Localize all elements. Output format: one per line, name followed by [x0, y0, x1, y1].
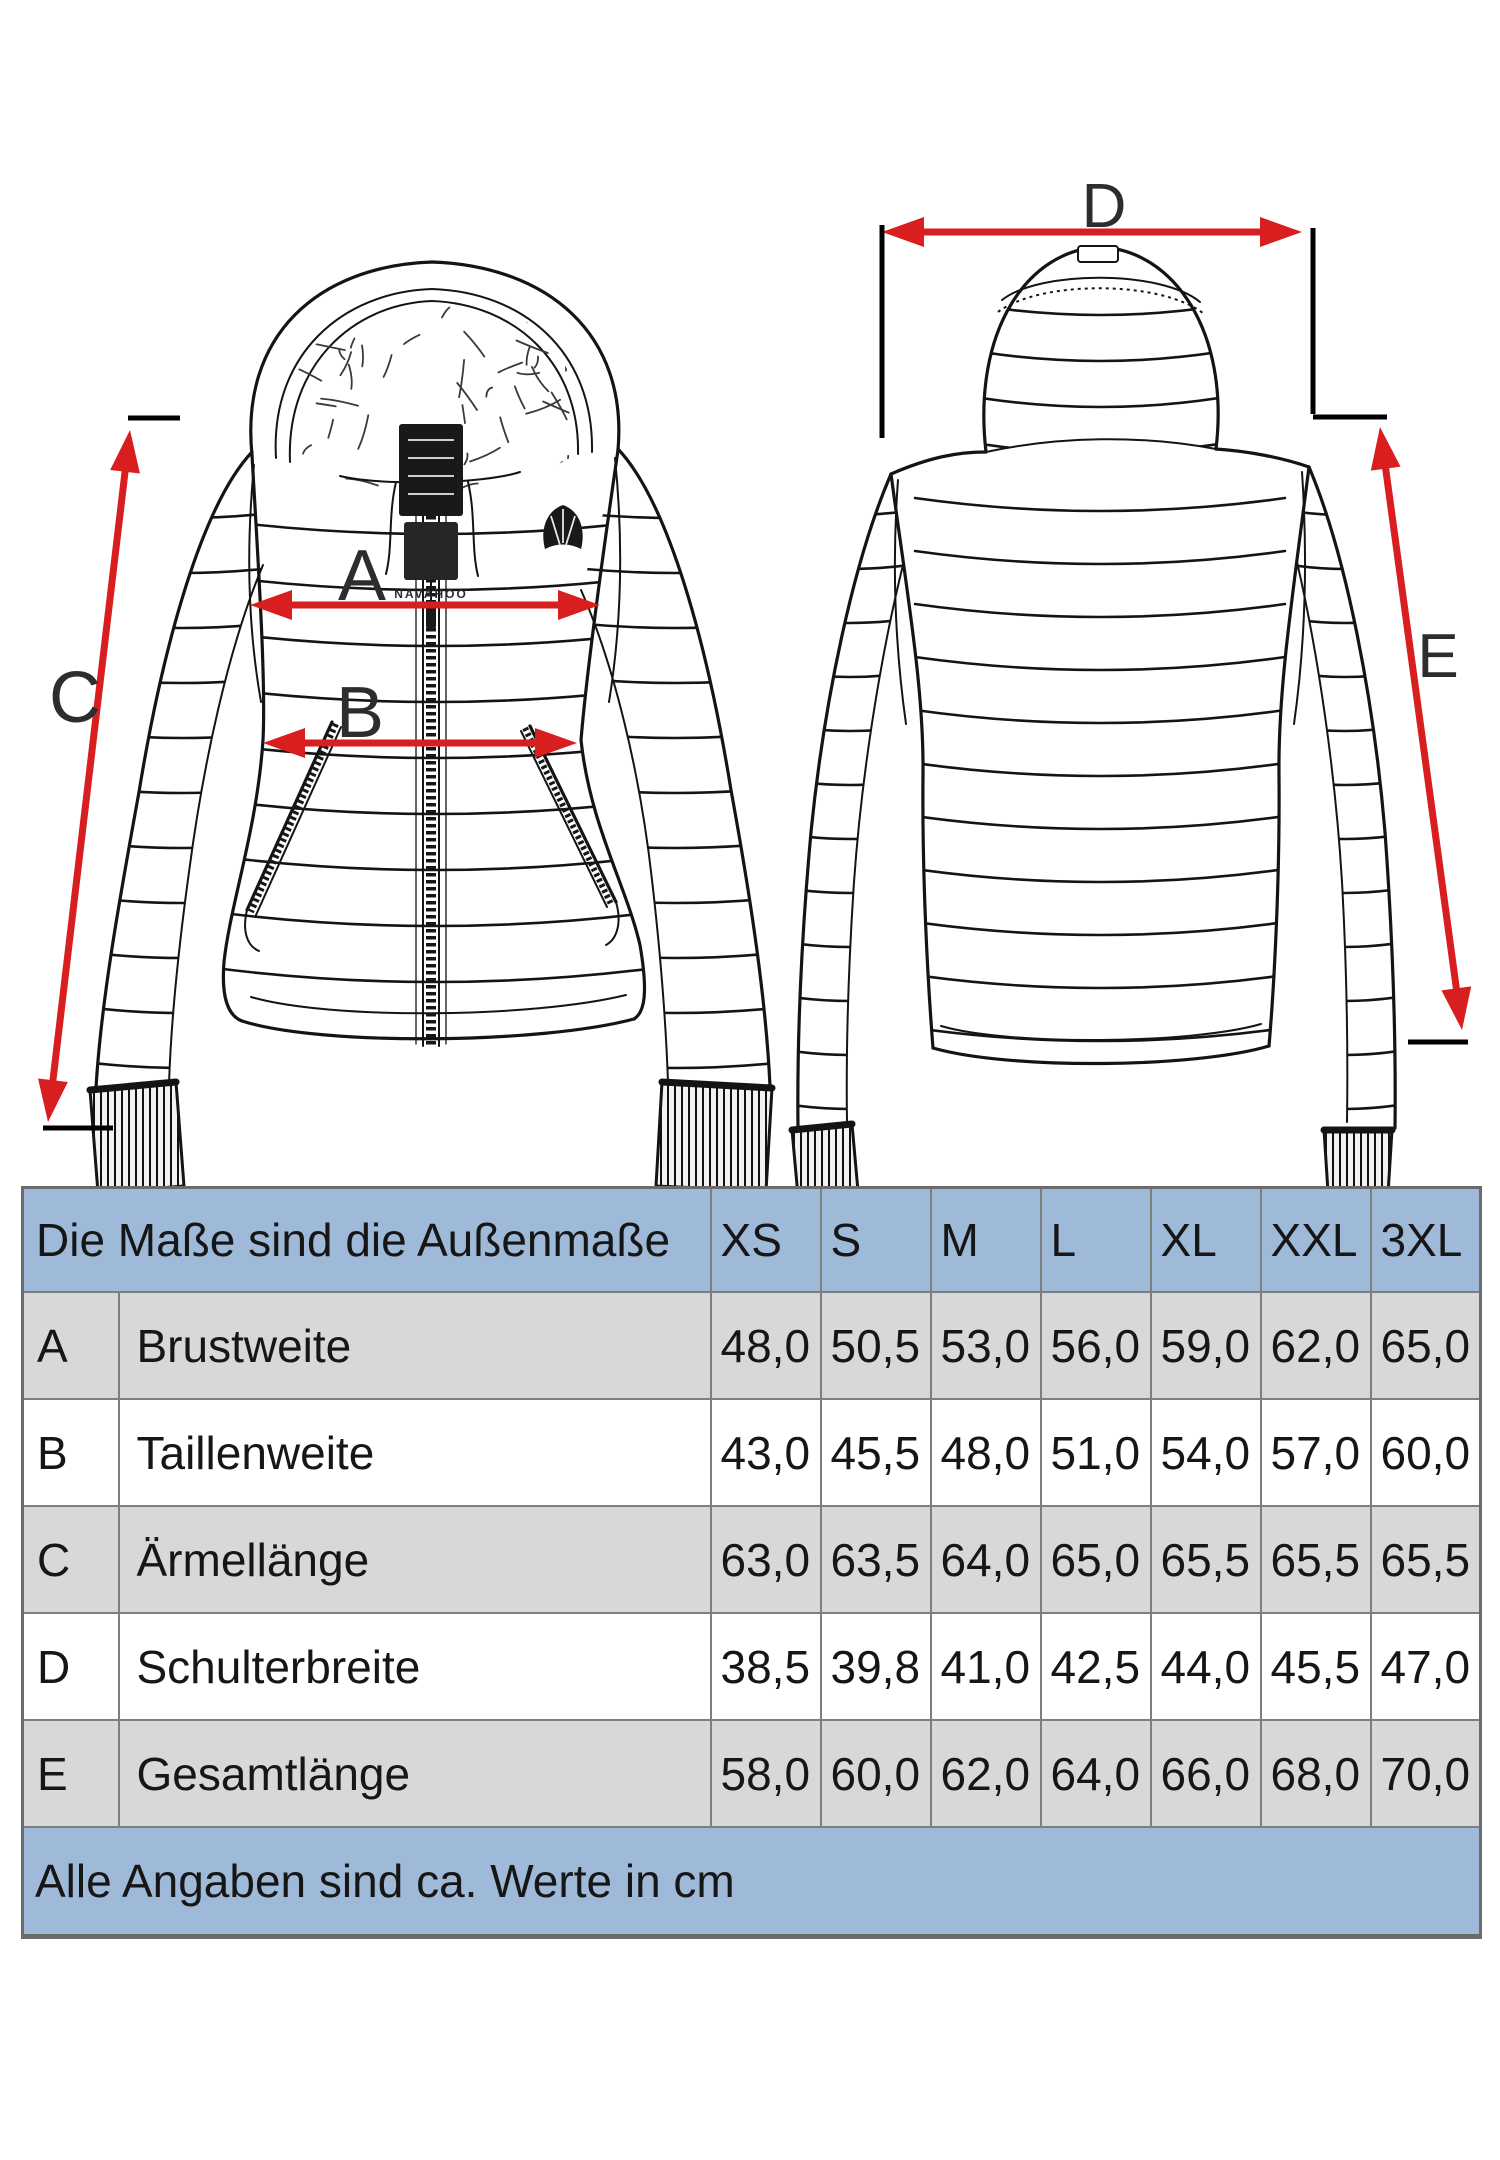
hood-hanger-tab: [1078, 246, 1118, 262]
row-key-cell: E: [23, 1720, 119, 1827]
value-cell: 47,0: [1371, 1613, 1481, 1720]
value-cell: 65,0: [1371, 1292, 1481, 1399]
table-footer-note: Alle Angaben sind ca. Werte in cm: [23, 1827, 1481, 1937]
value-cell: 41,0: [931, 1613, 1041, 1720]
value-cell: 65,5: [1151, 1506, 1261, 1613]
row-name-cell: Schulterbreite: [119, 1613, 711, 1720]
measurement-row: [23, 1506, 1481, 1613]
measure-label-d: D: [1081, 172, 1127, 241]
value-cell: 64,0: [931, 1506, 1041, 1613]
value-cell: 45,5: [821, 1399, 931, 1506]
row-name-cell: Gesamtlänge: [119, 1720, 711, 1827]
front-jacket-drawing: [90, 262, 772, 1193]
value-cell: 64,0: [1041, 1720, 1151, 1827]
value-cell: 65,0: [1041, 1506, 1151, 1613]
value-cell: 63,0: [711, 1506, 821, 1613]
measurement-row: [23, 1399, 1481, 1506]
row-key-cell: D: [23, 1613, 119, 1720]
size-column-header: XXL: [1261, 1188, 1371, 1293]
value-cell: 45,5: [1261, 1613, 1371, 1720]
back-right-cuff: [1324, 1130, 1392, 1194]
value-cell: 59,0: [1151, 1292, 1261, 1399]
size-column-header: XS: [711, 1188, 821, 1293]
value-cell: 48,0: [931, 1399, 1041, 1506]
value-cell: 58,0: [711, 1720, 821, 1827]
value-cell: 60,0: [821, 1720, 931, 1827]
value-cell: 56,0: [1041, 1292, 1151, 1399]
value-cell: 66,0: [1151, 1720, 1261, 1827]
size-table: [21, 1186, 1482, 1939]
measure-label-c: C: [49, 658, 101, 738]
value-cell: 68,0: [1261, 1720, 1371, 1827]
back-left-cuff: [792, 1124, 858, 1195]
value-cell: 70,0: [1371, 1720, 1481, 1827]
brand-label: NAVAHOO: [394, 587, 468, 601]
measure-label-a: A: [337, 536, 387, 616]
row-name-cell: Ärmellänge: [119, 1506, 711, 1613]
size-column-header: 3XL: [1371, 1188, 1481, 1293]
measure-label-e: E: [1417, 622, 1459, 691]
collar-label: [399, 424, 463, 580]
row-key-cell: B: [23, 1399, 119, 1506]
value-cell: 38,5: [711, 1613, 821, 1720]
value-cell: 44,0: [1151, 1613, 1261, 1720]
measurement-row: [23, 1720, 1481, 1827]
size-column-header: L: [1041, 1188, 1151, 1293]
table-title: Die Maße sind die Außenmaße: [23, 1188, 711, 1293]
front-right-cuff: [656, 1082, 772, 1191]
value-cell: 63,5: [821, 1506, 931, 1613]
measurement-row: [23, 1292, 1481, 1399]
value-cell: 43,0: [711, 1399, 821, 1506]
table-footer-row: [23, 1827, 1481, 1937]
value-cell: 62,0: [1261, 1292, 1371, 1399]
table-header-row: [23, 1188, 1481, 1293]
size-column-header: XL: [1151, 1188, 1261, 1293]
value-cell: 50,5: [821, 1292, 931, 1399]
value-cell: 65,5: [1261, 1506, 1371, 1613]
row-key-cell: A: [23, 1292, 119, 1399]
front-left-cuff: [90, 1082, 184, 1193]
measurement-row: [23, 1613, 1481, 1720]
value-cell: 65,5: [1371, 1506, 1481, 1613]
size-column-header: M: [931, 1188, 1041, 1293]
quilting-lines: [85, 305, 1405, 1109]
value-cell: 62,0: [931, 1720, 1041, 1827]
value-cell: 48,0: [711, 1292, 821, 1399]
chest-logo: [543, 505, 582, 549]
value-cell: 51,0: [1041, 1399, 1151, 1506]
value-cell: 53,0: [931, 1292, 1041, 1399]
value-cell: 54,0: [1151, 1399, 1261, 1506]
value-cell: 60,0: [1371, 1399, 1481, 1506]
value-cell: 57,0: [1261, 1399, 1371, 1506]
value-cell: 39,8: [821, 1613, 931, 1720]
row-name-cell: Taillenweite: [119, 1399, 711, 1506]
row-name-cell: Brustweite: [119, 1292, 711, 1399]
size-column-header: S: [821, 1188, 931, 1293]
row-key-cell: C: [23, 1506, 119, 1613]
measure-label-b: B: [335, 673, 385, 753]
value-cell: 42,5: [1041, 1613, 1151, 1720]
